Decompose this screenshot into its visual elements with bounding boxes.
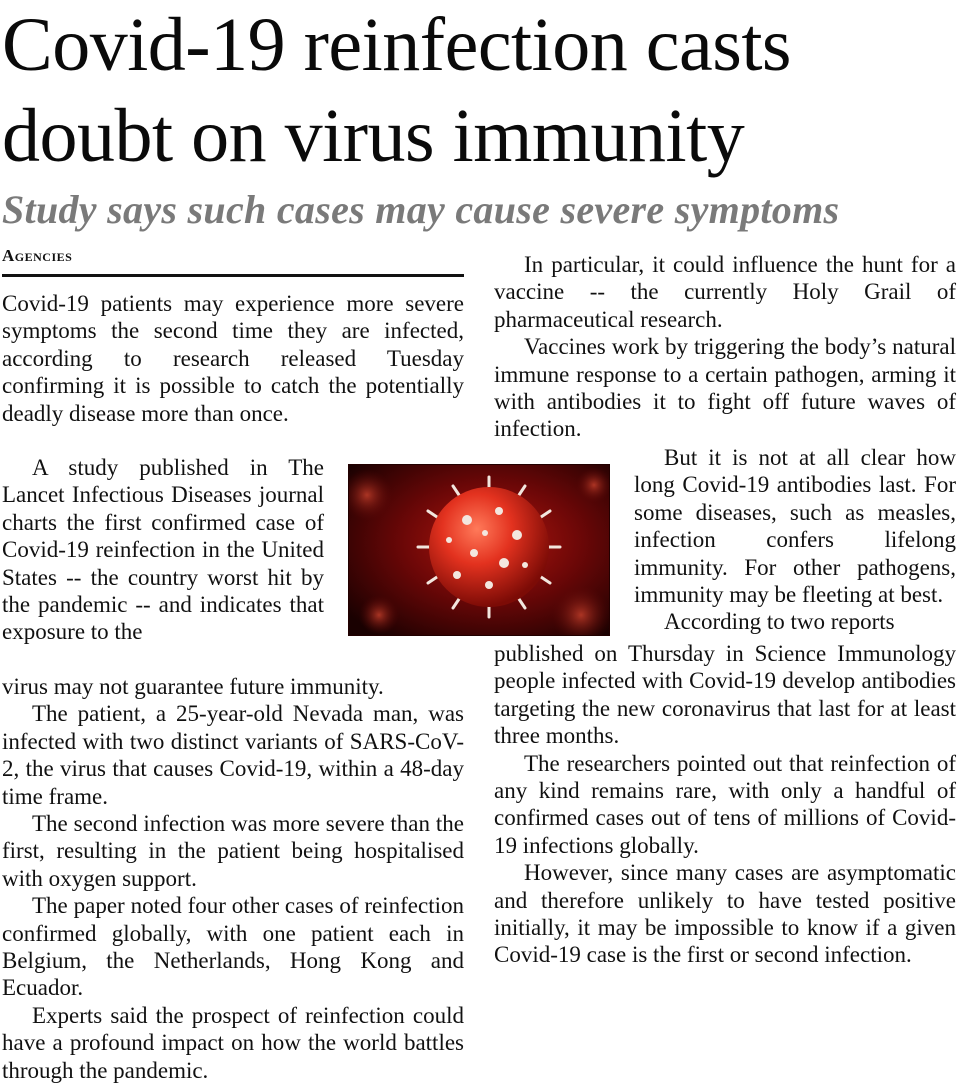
- paragraph: The paper noted four other cases of reinfection confirmed globally, with one patient each in Belgium, the Netherlands, Hong Kong and Ecuador.: [2, 893, 464, 1001]
- left-column-wrap: [2, 454, 324, 646]
- paragraph: Covid-19 patients may experience more severe symptoms the second time they are infected, according to research released Tuesday confirming it is possible to catch the potentially deadly disease more than once.: [2, 291, 464, 426]
- paragraph: The second infection was more severe than the first, resulting in the patient being hospitalised with oxygen support.: [2, 811, 464, 891]
- paragraph: published on Thursday in Science Immunology people infected with Covid-19 develop antibodies targeting the new coronavirus that last for at least three months.: [494, 641, 956, 749]
- left-column-top: [2, 290, 464, 427]
- coronavirus-photo: [348, 464, 610, 636]
- paragraph: However, since many cases are asymptomatic and therefore unlikely to have tested positive initially, it may be impossible to know if a given Covid-19 case is the first or second infection.: [494, 860, 956, 968]
- coronavirus-particle-icon: [349, 465, 609, 635]
- paragraph: The researchers pointed out that reinfection of any kind remains rare, with only a handful of confirmed cases out of tens of millions of Covid-19 infections globally.: [494, 750, 956, 858]
- paragraph: The patient, a 25-year-old Nevada man, was infected with two distinct variants of SARS-CoV-2, the virus that causes Covid-19, within a 48-day time frame.: [2, 701, 464, 809]
- byline-rule: [2, 274, 464, 277]
- right-column-top: [494, 251, 956, 443]
- right-column-wrap: [634, 444, 956, 636]
- headline-line-2: doubt on virus immunity: [2, 94, 745, 178]
- paragraph: But it is not at all clear how long Covid-19 antibodies last. For some diseases, such as measles, infection confers lifelong immunity. For other pathogens, immunity may be fleeting at best.: [634, 445, 956, 608]
- paragraph: Experts said the prospect of reinfection could have a profound impact on how the world battles through the pandemic.: [2, 1002, 464, 1083]
- right-column-bottom: [494, 640, 956, 969]
- paragraph: In particular, it could influence the hunt for a vaccine -- the currently Holy Grail of pharmaceutical research.: [494, 252, 956, 332]
- paragraph: Vaccines work by triggering the body’s natural immune response to a certain pathogen, arming it with antibodies it to fight off future waves of infection.: [494, 334, 956, 442]
- headline-line-1: Covid-19 reinfection casts: [2, 3, 792, 87]
- paragraph: According to two reports: [664, 609, 895, 635]
- left-column-bottom: [2, 673, 464, 1084]
- paragraph: virus may not guarantee future immunity.: [2, 674, 384, 699]
- headline: [2, 0, 952, 182]
- subheadline: Study says such cases may cause severe symptoms: [2, 187, 840, 232]
- paragraph: A study published in The Lancet Infectious Diseases journal charts the first confirmed case of Covid-19 reinfection in the United States -- the country worst hit by the pandemic -- and indicates that exposure to the: [2, 455, 324, 645]
- byline: Agencies: [2, 246, 73, 265]
